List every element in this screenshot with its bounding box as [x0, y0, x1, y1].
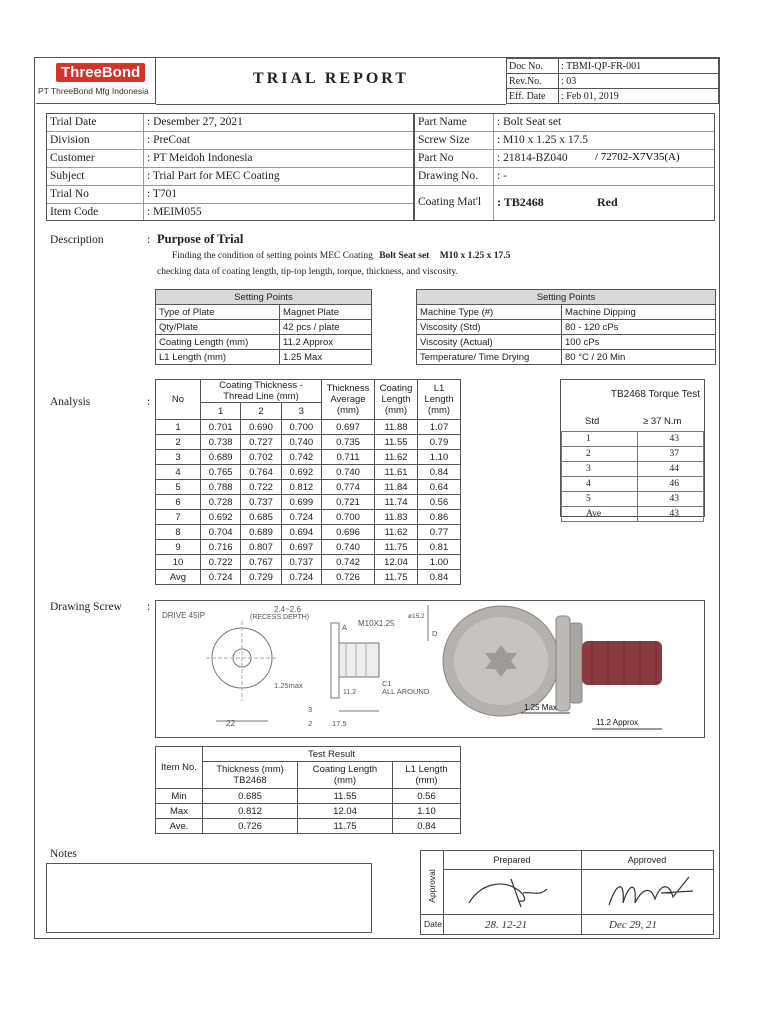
analysis-row-cell: 0.742 [322, 555, 375, 570]
subject-value: : Trial Part for MEC Coating [147, 170, 280, 182]
result-row-cell: 1.10 [393, 804, 461, 819]
analysis-row-cell: 0.81 [418, 540, 461, 555]
analysis-row-cell: 0.724 [281, 510, 321, 525]
info-right [414, 113, 715, 221]
dim-2-label: 2 [308, 719, 313, 728]
analysis-row-cell: 0.737 [241, 495, 281, 510]
c1-label: C1 [382, 679, 392, 688]
result-row-cell: Ave. [156, 819, 203, 834]
dim-17-5-label: 17.5 [332, 719, 347, 728]
analysis-row-cell: 0.84 [418, 570, 461, 585]
result-row [156, 789, 461, 804]
analysis-row-cell: 6 [156, 495, 201, 510]
torque-test-box [560, 379, 705, 517]
torque-title: TB2468 Torque Test [610, 389, 700, 400]
analysis-row-cell: 0.727 [241, 435, 281, 450]
analysis-row-cell: 0.704 [201, 525, 241, 540]
analysis-row [156, 495, 461, 510]
torque-row [562, 462, 704, 477]
analysis-row-cell: 0.697 [322, 420, 375, 435]
analysis-row-cell: 0.697 [281, 540, 321, 555]
analysis-row [156, 450, 461, 465]
analysis-row-cell: 0.721 [322, 495, 375, 510]
analysis-row-cell: 0.689 [201, 450, 241, 465]
analysis-row-cell: 0.690 [241, 420, 281, 435]
analysis-row [156, 525, 461, 540]
analysis-row [156, 435, 461, 450]
drawing-colon: : [147, 601, 151, 613]
prepared-header: Prepared [493, 855, 531, 865]
analysis-row-cell: 11.83 [375, 510, 418, 525]
description-colon: : [147, 234, 151, 246]
analysis-row-cell: 11.84 [375, 480, 418, 495]
result-row [156, 804, 461, 819]
analysis-row-cell: 0.774 [322, 480, 375, 495]
screw-drawing [156, 601, 704, 737]
eff-date-label: Eff. Date [507, 89, 559, 104]
description-label: Description [50, 234, 104, 246]
analysis-row-cell: 4 [156, 465, 201, 480]
dim-22-label: 22 [226, 719, 235, 728]
torque-row-cell: 46 [638, 477, 704, 492]
analysis-row [156, 570, 461, 585]
analysis-row-cell: 11.88 [375, 420, 418, 435]
purpose-heading: Purpose of Trial [157, 232, 244, 246]
torque-row-cell: 1 [562, 432, 638, 447]
coating-mat-value: : TB2468 [497, 195, 544, 209]
analysis-row-cell: 0.711 [322, 450, 375, 465]
setting-right-title: Setting Points [417, 290, 716, 305]
analysis-row-cell: 0.765 [201, 465, 241, 480]
analysis-row-cell: 0.740 [322, 540, 375, 555]
doc-no-label: Doc No. [507, 59, 559, 74]
setting-left-value: 42 pcs / plate [280, 320, 372, 335]
col-coat-len-header: Coating Length (mm) [375, 380, 418, 420]
torque-row [562, 447, 704, 462]
analysis-row [156, 420, 461, 435]
setting-right-value: Machine Dipping [562, 305, 716, 320]
setting-left-title: Setting Points [156, 290, 372, 305]
info-left [46, 113, 414, 221]
dim-11-2-label: 11.2 [343, 689, 357, 696]
setting-left-value: 11.2 Approx [280, 335, 372, 350]
title-block [156, 58, 506, 105]
result-row-cell: Max [156, 804, 203, 819]
photo-coated-thread [582, 641, 662, 685]
torque-row [562, 492, 704, 507]
drawing-no-label: Drawing No. [418, 170, 479, 182]
analysis-row-cell: 0.699 [281, 495, 321, 510]
result-row-cell: 11.75 [298, 819, 393, 834]
setting-left-key: Type of Plate [156, 305, 280, 320]
setting-right-key: Viscosity (Actual) [417, 335, 562, 350]
analysis-row-cell: 0.764 [241, 465, 281, 480]
photo-washer [556, 616, 570, 711]
purpose-text-a: Finding the condition of setting points MEC Coating [172, 251, 373, 261]
analysis-row-cell: 0.77 [418, 525, 461, 540]
customer-value: : PT Meidoh Indonesia [147, 152, 253, 164]
torque-row [562, 477, 704, 492]
analysis-row-cell: 0.726 [322, 570, 375, 585]
setting-left-key: L1 Length (mm) [156, 350, 280, 365]
analysis-colon: : [147, 396, 151, 408]
analysis-row-cell: 0.722 [201, 555, 241, 570]
result-row-cell: 0.56 [393, 789, 461, 804]
purpose-size: M10 x 1.25 x 17.5 [439, 251, 511, 261]
setting-points-right [416, 289, 716, 365]
analysis-row-cell: 0.729 [241, 570, 281, 585]
analysis-row-cell: 0.812 [281, 480, 321, 495]
doc-info-table [506, 58, 719, 104]
col-thickness-2: 2 [241, 403, 281, 420]
setting-right-value: 80 °C / 20 Min [562, 350, 716, 365]
analysis-row-cell: 0.740 [281, 435, 321, 450]
analysis-row-cell: 0.56 [418, 495, 461, 510]
setting-left-key: Qty/Plate [156, 320, 280, 335]
item-code-value: : MEIM055 [147, 206, 202, 218]
shank-side [339, 643, 379, 677]
setting-left-key: Coating Length (mm) [156, 335, 280, 350]
result-row-cell: Min [156, 789, 203, 804]
analysis-row-cell: Avg [156, 570, 201, 585]
recess-note: (RECESS DEPTH) [250, 614, 310, 621]
analysis-row-cell: 0.689 [241, 525, 281, 540]
analysis-row-cell: 0.724 [281, 570, 321, 585]
analysis-row-cell: 12.04 [375, 555, 418, 570]
torque-row-cell: 44 [638, 462, 704, 477]
analysis-row-cell: 0.722 [241, 480, 281, 495]
torque-std-value: ≥ 37 N.m [643, 416, 682, 427]
analysis-row-cell: 9 [156, 540, 201, 555]
analysis-row [156, 480, 461, 495]
analysis-row [156, 510, 461, 525]
analysis-row-cell: 7 [156, 510, 201, 525]
screw-size-label: Screw Size [418, 134, 470, 146]
setting-left-value: 1.25 Max [280, 350, 372, 365]
analysis-row-cell: 0.700 [281, 420, 321, 435]
part-no-label: Part No [418, 152, 454, 164]
analysis-row-cell: 0.79 [418, 435, 461, 450]
analysis-row-cell: 0.742 [281, 450, 321, 465]
analysis-row-cell: 0.692 [201, 510, 241, 525]
setting-right-key: Machine Type (#) [417, 305, 562, 320]
approval-box [420, 850, 714, 935]
part-no-value: : 21814-BZ040 [497, 152, 568, 164]
rev-no-label: Rev.No. [507, 74, 559, 89]
trial-no-label: Trial No [50, 188, 89, 200]
torque-row-cell: Ave [562, 507, 638, 522]
prepared-date: 28. 12-21 [485, 919, 528, 931]
recess-value: 2.4~2.6 [274, 605, 301, 614]
analysis-row-cell: 3 [156, 450, 201, 465]
analysis-row-cell: 0.728 [201, 495, 241, 510]
analysis-row [156, 555, 461, 570]
prepared-signature [461, 873, 561, 911]
date-label: Date [424, 919, 442, 929]
test-result-header: Test Result [203, 747, 461, 762]
part-name-label: Part Name [418, 116, 467, 128]
approved-header: Approved [627, 855, 667, 865]
analysis-row-cell: 2 [156, 435, 201, 450]
torque-row-cell: 43 [638, 507, 704, 522]
purpose-line-1 [172, 251, 510, 261]
notes-box [46, 863, 372, 933]
part-name-value: : Bolt Seat set [497, 116, 562, 128]
l1-note: 1.25max [274, 681, 303, 690]
result-row-cell: 0.812 [203, 804, 298, 819]
torque-row-cell: 37 [638, 447, 704, 462]
analysis-row-cell: 11.55 [375, 435, 418, 450]
analysis-row-cell: 1.00 [418, 555, 461, 570]
analysis-row-cell: 0.737 [281, 555, 321, 570]
analysis-row-cell: 0.685 [241, 510, 281, 525]
result-row-cell: 0.84 [393, 819, 461, 834]
all-around-label: ALL AROUND [382, 687, 430, 696]
setting-right-key: Temperature/ Time Drying [417, 350, 562, 365]
eff-date-value: : Feb 01, 2019 [559, 89, 719, 104]
analysis-row-cell: 11.74 [375, 495, 418, 510]
torque-row-cell: 5 [562, 492, 638, 507]
col-thickness-1: 1 [201, 403, 241, 420]
col-thickness-3: 3 [281, 403, 321, 420]
analysis-label: Analysis [50, 396, 91, 408]
setting-right-key: Viscosity (Std) [417, 320, 562, 335]
approved-signature [599, 873, 699, 911]
torque-row-cell: 3 [562, 462, 638, 477]
setting-points-left [155, 289, 372, 365]
setting-left-value: Magnet Plate [280, 305, 372, 320]
logo-block [36, 58, 156, 104]
result-row [156, 819, 461, 834]
coating-length-header: Coating Length (mm) [298, 762, 393, 789]
torque-row [562, 507, 704, 522]
analysis-row-cell: 5 [156, 480, 201, 495]
col-thickness-group-header: Coating Thickness - Thread Line (mm) [201, 380, 322, 403]
analysis-row-cell: 0.701 [201, 420, 241, 435]
analysis-row-cell: 1.07 [418, 420, 461, 435]
doc-no-value: : TBMI-QP-FR-001 [559, 59, 719, 74]
torque-row-cell: 4 [562, 477, 638, 492]
subject-label: Subject [50, 170, 85, 182]
torque-row-cell: 43 [638, 492, 704, 507]
analysis-row-cell: 0.740 [322, 465, 375, 480]
division-label: Division [50, 134, 90, 146]
result-row-cell: 12.04 [298, 804, 393, 819]
setting-right-value: 80 - 120 cPs [562, 320, 716, 335]
dim-3-label: 3 [308, 705, 313, 714]
head-side [331, 623, 339, 698]
analysis-row-cell: 0.724 [201, 570, 241, 585]
analysis-row-cell: 1 [156, 420, 201, 435]
photo-coat-label: 11.2 Approx [596, 718, 639, 727]
approved-date: Dec 29, 21 [609, 919, 657, 931]
setting-right-value: 100 cPs [562, 335, 716, 350]
notes-label: Notes [50, 848, 77, 860]
test-result-table [155, 746, 461, 834]
purpose-line-2: checking data of coating length, tip-top length, torque, thickness, and viscosity. [157, 267, 458, 277]
analysis-table [155, 379, 461, 585]
analysis-row-cell: 0.767 [241, 555, 281, 570]
drawing-no-value: : - [497, 170, 507, 182]
photo-head-side [570, 623, 582, 703]
analysis-row [156, 540, 461, 555]
col-no-header: No [156, 380, 201, 420]
part-no-extra: / 72702-X7V35(A) [595, 151, 680, 163]
drive-label: DRIVE 45IP [162, 611, 206, 620]
analysis-row-cell: 0.700 [322, 510, 375, 525]
trial-date-label: Trial Date [50, 116, 97, 128]
analysis-row-cell: 11.62 [375, 525, 418, 540]
coating-mat-label: Coating Mat'l [418, 196, 482, 208]
analysis-row-cell: 0.735 [322, 435, 375, 450]
analysis-row-cell: 0.692 [281, 465, 321, 480]
analysis-row-cell: 0.84 [418, 465, 461, 480]
analysis-row-cell: 8 [156, 525, 201, 540]
item-code-label: Item Code [50, 206, 99, 218]
analysis-row-cell: 0.696 [322, 525, 375, 540]
analysis-row-cell: 0.694 [281, 525, 321, 540]
thread-label: M10X1.25 [358, 619, 395, 628]
item-no-header: Item No. [156, 747, 203, 789]
analysis-row-cell: 11.75 [375, 540, 418, 555]
torque-table [561, 431, 704, 522]
thickness-header: Thickness (mm) TB2468 [203, 762, 298, 789]
d-label: D [432, 629, 438, 638]
rev-no-value: : 03 [559, 74, 719, 89]
analysis-row-cell: 10 [156, 555, 201, 570]
result-row-cell: 0.726 [203, 819, 298, 834]
approval-side-label: Approval [427, 869, 437, 903]
analysis-row-cell: 0.702 [241, 450, 281, 465]
analysis-row-cell: 1.10 [418, 450, 461, 465]
report-title: TRIAL REPORT [253, 70, 409, 87]
purpose-part: Bolt Seat set [379, 251, 430, 261]
analysis-row-cell: 0.807 [241, 540, 281, 555]
drawing-label: Drawing Screw [50, 601, 122, 613]
analysis-row-cell: 11.75 [375, 570, 418, 585]
dia-15-label: ø15.2 [408, 613, 425, 620]
trial-no-value: : T701 [147, 188, 178, 200]
photo-l1-label: 1.25 Max [524, 703, 557, 712]
result-row-cell: 11.55 [298, 789, 393, 804]
analysis-row-cell: 0.738 [201, 435, 241, 450]
analysis-row [156, 465, 461, 480]
l1-header: L1 Length (mm) [393, 762, 461, 789]
coating-color: Red [597, 195, 618, 209]
analysis-row-cell: 0.788 [201, 480, 241, 495]
trial-date-value: : Desember 27, 2021 [147, 116, 243, 128]
analysis-row-cell: 0.64 [418, 480, 461, 495]
col-avg-header: Thickness Average (mm) [322, 380, 375, 420]
result-row-cell: 0.685 [203, 789, 298, 804]
customer-label: Customer [50, 152, 95, 164]
analysis-row-cell: 11.62 [375, 450, 418, 465]
torque-row [562, 432, 704, 447]
torque-row-cell: 43 [638, 432, 704, 447]
screw-size-value: : M10 x 1.25 x 17.5 [497, 134, 589, 146]
analysis-row-cell: 0.86 [418, 510, 461, 525]
a-label: A [342, 623, 348, 632]
col-l1-header: L1 Length (mm) [418, 380, 461, 420]
division-value: : PreCoat [147, 134, 191, 146]
analysis-row-cell: 0.716 [201, 540, 241, 555]
torque-std-label: Std [585, 416, 600, 427]
drawing-box [155, 600, 705, 738]
torque-row-cell: 2 [562, 447, 638, 462]
company-name: PT ThreeBond Mfg Indonesia [38, 86, 149, 96]
analysis-row-cell: 11.61 [375, 465, 418, 480]
threebond-logo: ThreeBond [56, 63, 145, 82]
